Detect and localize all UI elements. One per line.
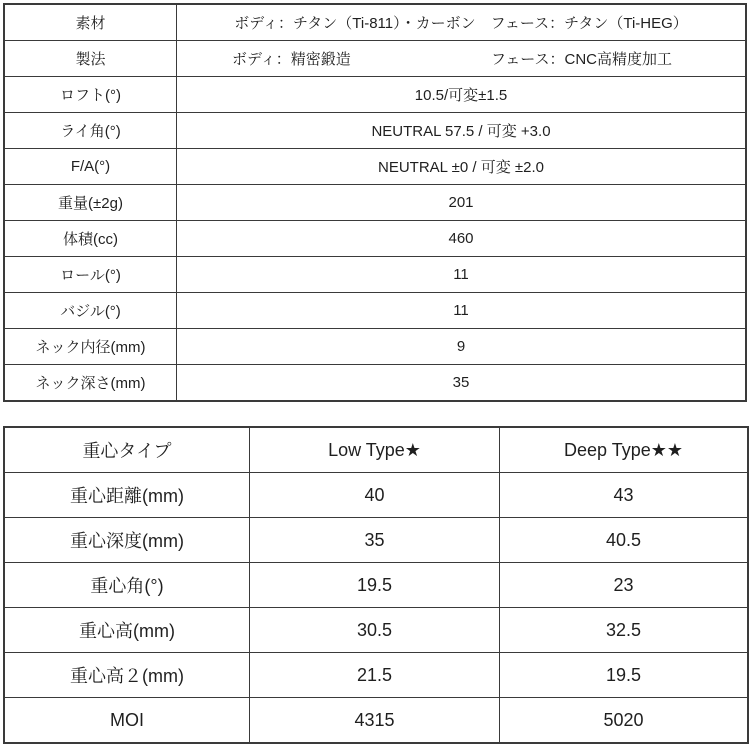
cg-low-height: 30.5 xyxy=(250,608,500,653)
spec-label-material: 素材 xyxy=(4,4,177,41)
spec-label-loft: ロフト(°) xyxy=(4,77,177,113)
table-row xyxy=(4,41,746,77)
cg-header-type: 重心タイプ xyxy=(4,427,250,473)
table-row xyxy=(4,698,748,744)
cg-deep-distance: 43 xyxy=(500,473,749,518)
table-row xyxy=(4,608,748,653)
cg-header-low-type: Low Type★ xyxy=(250,427,500,473)
cg-deep-moi: 5020 xyxy=(500,698,749,744)
cg-label-height: 重心高(mm) xyxy=(4,608,250,653)
spec-value-fa: NEUTRAL ±0 / 可変 ±2.0 xyxy=(177,149,747,185)
spec-value-method xyxy=(177,41,747,77)
spec-value-loft: 10.5/可変±1.5 xyxy=(177,77,747,113)
table-row xyxy=(4,653,748,698)
cg-deep-height: 32.5 xyxy=(500,608,749,653)
spec-value-lie: NEUTRAL 57.5 / 可変 +3.0 xyxy=(177,113,747,149)
cg-label-angle: 重心角(°) xyxy=(4,563,250,608)
cg-label-moi: MOI xyxy=(4,698,250,744)
table-row xyxy=(4,473,748,518)
spec-label-neck-depth: ネック深さ(mm) xyxy=(4,365,177,402)
spec-value-neck-bore: 9 xyxy=(177,329,747,365)
cg-table xyxy=(3,426,749,744)
cg-label-height2: 重心高２(mm) xyxy=(4,653,250,698)
cg-label-distance: 重心距離(mm) xyxy=(4,473,250,518)
spec-label-lie: ライ角(°) xyxy=(4,113,177,149)
table-row xyxy=(4,113,746,149)
table-row xyxy=(4,185,746,221)
cg-header-deep-type: Deep Type★★ xyxy=(500,427,749,473)
spec-label-neck-bore: ネック内径(mm) xyxy=(4,329,177,365)
table-row xyxy=(4,563,748,608)
spec-label-volume: 体積(cc) xyxy=(4,221,177,257)
spec-value-neck-depth: 35 xyxy=(177,365,747,402)
cg-low-distance: 40 xyxy=(250,473,500,518)
spec-value-method-split xyxy=(177,48,745,69)
cg-label-depth: 重心深度(mm) xyxy=(4,518,250,563)
table-row xyxy=(4,149,746,185)
table-row xyxy=(4,518,748,563)
cg-low-moi: 4315 xyxy=(250,698,500,744)
cg-low-height2: 21.5 xyxy=(250,653,500,698)
table-row xyxy=(4,257,746,293)
table-row xyxy=(4,221,746,257)
cg-low-depth: 35 xyxy=(250,518,500,563)
spec-value-material: ボディ：チタン（Ti-811）・カーボン フェース：チタン（Ti-HEG） xyxy=(177,4,747,41)
table-row xyxy=(4,4,746,41)
spec-label-bulge: バジル(°) xyxy=(4,293,177,329)
spec-value-volume: 460 xyxy=(177,221,747,257)
cg-deep-height2: 19.5 xyxy=(500,653,749,698)
spec-value-bulge: 11 xyxy=(177,293,747,329)
spec-value-method-body: ボディ：精密鍛造 xyxy=(232,51,351,68)
spec-label-weight: 重量(±2g) xyxy=(4,185,177,221)
spec-value-weight: 201 xyxy=(177,185,747,221)
spec-label-roll: ロール(°) xyxy=(4,257,177,293)
spec-value-method-face: フェース：CNC高精度加工 xyxy=(491,51,672,68)
cg-deep-depth: 40.5 xyxy=(500,518,749,563)
cg-low-angle: 19.5 xyxy=(250,563,500,608)
table-header-row xyxy=(4,427,748,473)
table-row xyxy=(4,77,746,113)
spec-table xyxy=(3,3,747,402)
cg-table-body xyxy=(4,427,748,743)
table-row xyxy=(4,293,746,329)
spec-label-fa: F/A(°) xyxy=(4,149,177,185)
spec-table-body xyxy=(4,4,746,401)
cg-deep-angle: 23 xyxy=(500,563,749,608)
spec-value-roll: 11 xyxy=(177,257,747,293)
table-row xyxy=(4,365,746,402)
spec-label-method: 製法 xyxy=(4,41,177,77)
table-row xyxy=(4,329,746,365)
